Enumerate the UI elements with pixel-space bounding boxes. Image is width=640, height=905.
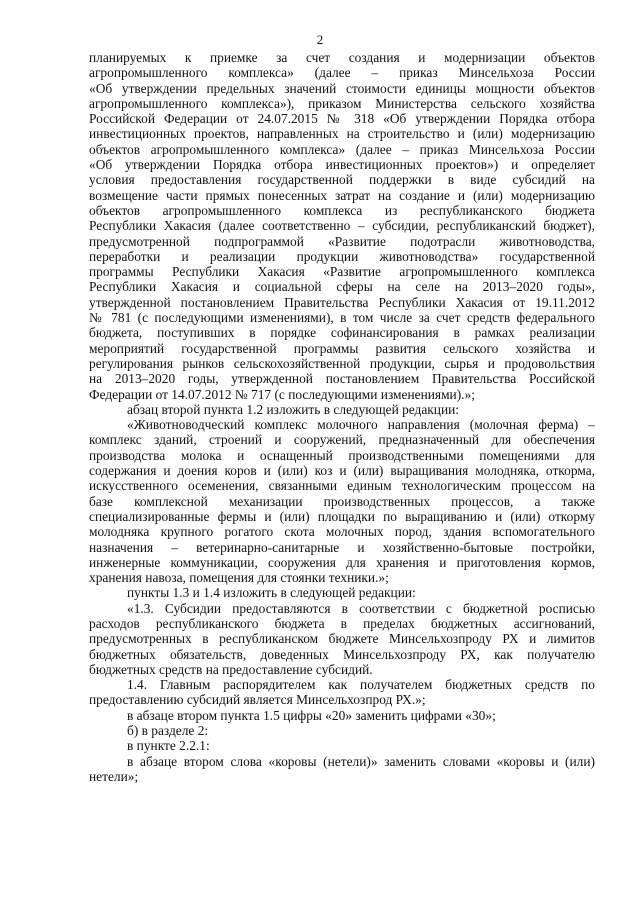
text-line: Республики Хакасия (далее соответственно – субсидии, республиканский бюджет), [89, 218, 595, 234]
text-line: б) в разделе 2: [127, 723, 209, 739]
text-line: агропромышленного комплекса» (далее – приказ Минсельхоза России [89, 65, 595, 81]
text-line: переработки и реализации продукции животноводства» государственной [89, 248, 595, 264]
text-line: содержания и доения коров и (или) коз и (или) выращивания молодняка, откорма, [89, 463, 595, 479]
text-line: искусственного осеменения, связанными единым технологическим процессом на [89, 478, 595, 494]
text-line: условия предоставления государственной поддержки в виде субсидий на [89, 172, 595, 188]
text-line: базе комплексной механизации производственных процессов, а также [89, 493, 595, 509]
text-line: «Животноводческий комплекс молочного направления (молочная ферма) – [127, 417, 595, 433]
text-line: в абзаце втором пункта 1.5 цифры «20» заменить цифрами «30»; [127, 707, 496, 723]
text-line: Федерации от 14.07.2012 № 717 (с последующими изменениями).»; [89, 386, 475, 402]
text-line: комплекс зданий, строений и сооружений, предназначенный для обеспечения [89, 432, 595, 448]
text-line: программы Республики Хакасия «Развитие агропромышленного комплекса [89, 264, 595, 280]
text-line: «1.3. Субсидии предоставляются в соответствии с бюджетной росписью [127, 600, 595, 616]
text-line: регулирования рынков сельскохозяйственной продукции, сырья и продовольствия [89, 355, 595, 371]
text-line: Российской Федерации от 24.07.2015 № 318 «Об утверждении Порядка отбора [89, 111, 595, 127]
text-line: 1.4. Главным распорядителем как получателем бюджетных средств по [127, 677, 595, 693]
document-body [89, 50, 595, 784]
text-line: предусмотренных в республиканском бюджете Минсельхозпроду РХ и лимитов [89, 631, 595, 647]
text-line: бюджетных обязательств, доведенных Минсельхозпроду РХ, как получателю [89, 646, 595, 662]
text-line: в абзаце втором слова «коровы (нетели)» заменить словами «коровы и (или) [127, 753, 595, 769]
text-line: в пункте 2.2.1: [127, 738, 210, 754]
text-line: производства молока и оснащенный производственными помещениями для [89, 447, 595, 463]
text-line: молодняка крупного рогатого скота молочных пород, здания вспомогательного [89, 524, 595, 540]
text-line: назначения – ветеринарно-санитарные и хозяйственно-бытовые постройки, [89, 539, 595, 555]
text-line: инвестиционных проектов, направленных на строительство и (или) модернизацию [89, 126, 595, 142]
text-line: инженерные коммуникации, сооружения для хранения и приготовления кормов, [89, 554, 595, 570]
text-line: хранения навоза, помещения для стоянки техники.»; [89, 570, 389, 586]
text-line: объектов агропромышленного комплекса» (далее – приказ Минсельхоза России [89, 141, 595, 157]
text-line: пункты 1.3 и 1.4 изложить в следующей редакции: [127, 585, 416, 601]
text-line: мероприятий государственной программы развития сельского хозяйства и [89, 340, 595, 356]
text-line: предусмотренной подпрограммой «Развитие подотрасли животноводства, [89, 233, 595, 249]
text-line: абзац второй пункта 1.2 изложить в следующей редакции: [127, 401, 460, 417]
text-line: предоставлению субсидий является Минсельхозпрод РХ.»; [89, 692, 426, 708]
text-line: на 2013–2020 годы, утвержденной постановлением Правительства Российской [89, 371, 595, 387]
text-line: расходов республиканского бюджета в пределах бюджетных ассигнований, [89, 615, 595, 631]
text-line: нетели»; [89, 768, 139, 784]
text-line: возмещение части прямых понесенных затрат на создание и (или) модернизацию [89, 187, 595, 203]
text-line: агропромышленного комплекса»), приказом Министерства сельского хозяйства [89, 95, 595, 111]
text-line: бюджета, поступивших в порядке софинансирования в рамках реализации [89, 325, 595, 341]
text-line: планируемых к приемке за счет создания и модернизации объектов [89, 50, 595, 65]
text-line: утвержденной постановлением Правительства Республики Хакасия от 19.11.2012 [89, 294, 595, 310]
text-line: объектов агропромышленного комплекса из республиканского бюджета [89, 202, 595, 218]
text-line: «Об утверждении предельных значений стоимости единицы мощности объектов [89, 80, 595, 96]
text-line: специализированные фермы и (или) площадки по выращиванию и (или) откорму [89, 508, 595, 524]
page-number: 2 [316, 32, 324, 47]
text-line: бюджетных средств на предоставление субсидий. [89, 661, 373, 677]
text-line: Республики Хакасия и социальной сферы на селе на 2013–2020 годы», [89, 279, 595, 295]
text-line: № 781 (с последующими изменениями), в том числе за счет средств федерального [89, 310, 595, 326]
text-line: «Об утверждении Порядка отбора инвестиционных проектов») и определяет [89, 157, 595, 173]
